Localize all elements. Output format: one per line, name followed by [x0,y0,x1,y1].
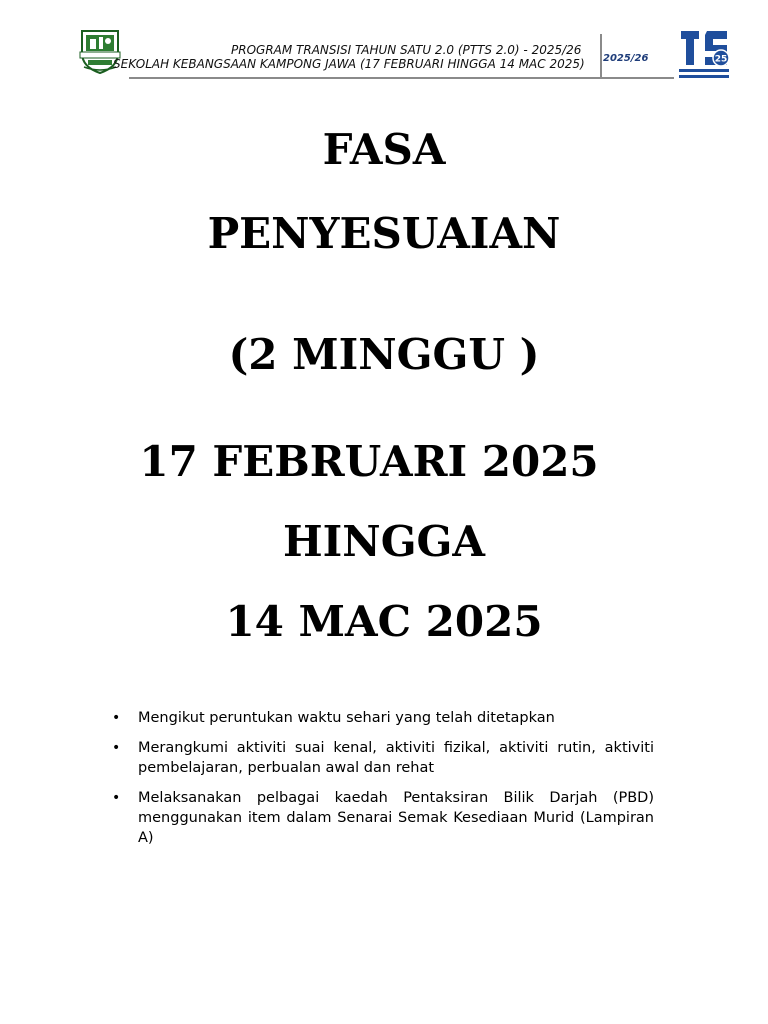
bullet-icon: • [112,710,121,726]
header-year-tag: 2025/26 [603,53,649,64]
header-divider [129,77,674,79]
bullet-icon: • [112,740,121,756]
end-date-title: 14 MAC 2025 [225,597,543,646]
svg-text:25: 25 [714,54,728,65]
header-program-title: PROGRAM TRANSISI TAHUN SATU 2.0 (PTTS 2.0) - 2025/26 [231,43,582,57]
bullet-icon: • [112,790,121,806]
until-title: HINGGA [282,517,486,566]
list-item [112,708,654,728]
phase-title: FASA [322,125,446,174]
start-date-title: 17 FEBRUARI 2025 [139,437,599,486]
list-item-text: Melaksanakan pelbagai kaedah Pentaksiran Bilik Darjah (PBD) menggunakan item dalam Senarai Semak Kesediaan Murid (Lampiran A) [138,790,654,846]
list-item [112,788,654,848]
duration-title: (2 MINGGU ) [228,330,540,379]
header-divider-vertical [600,34,602,78]
ptts-25-logo-icon [677,25,731,81]
list-item-text: Mengikut peruntukan waktu sehari yang telah ditetapkan [138,710,555,726]
list-item-text: Merangkumi aktiviti suai kenal, aktiviti fizikal, aktiviti rutin, aktiviti pembelajaran, perbualan awal dan rehat [138,740,654,776]
header-school-subtitle: SEKOLAH KEBANGSAAN KAMPONG JAWA (17 FEBRUARI HINGGA 14 MAC 2025) [113,57,585,71]
list-item [112,738,654,778]
activity-bullet-list [112,708,654,858]
phase-name-title: PENYESUAIAN [207,209,561,258]
